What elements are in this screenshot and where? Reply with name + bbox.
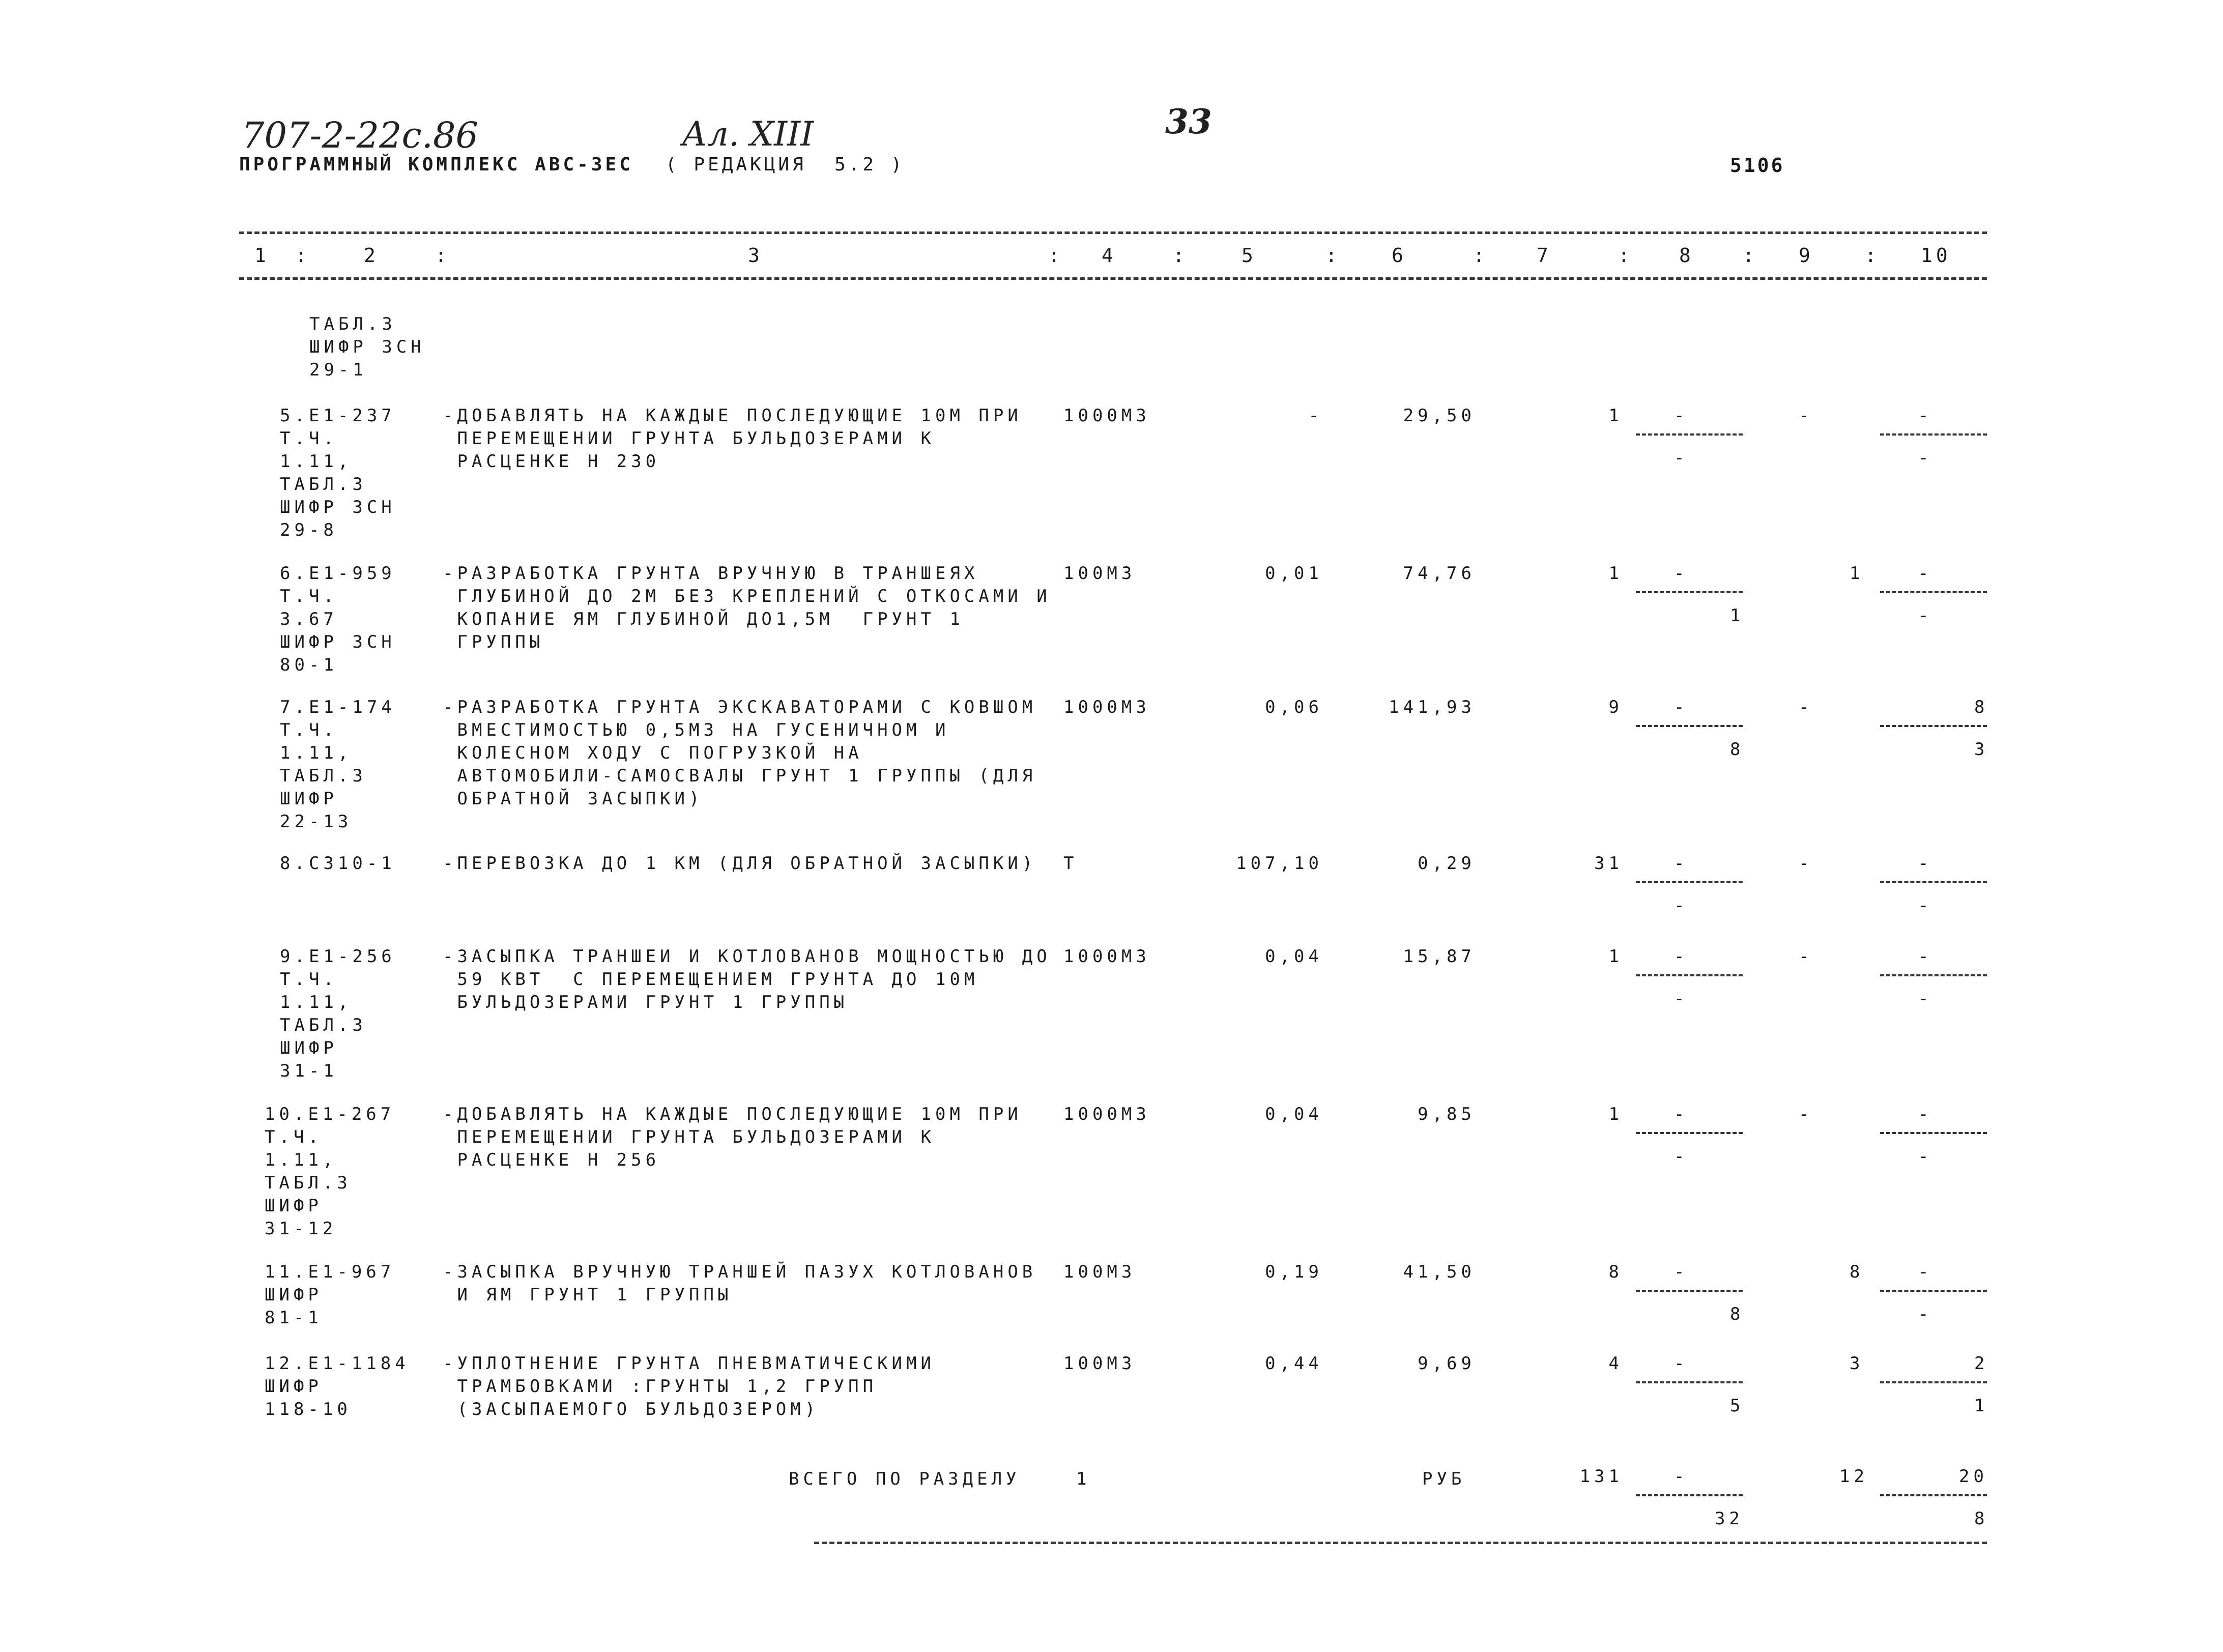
- fraction-rule: [1636, 591, 1743, 593]
- row-price: 29,50: [1403, 405, 1476, 426]
- row-col8-top: -: [1674, 946, 1689, 967]
- col-header-1: 1: [254, 244, 270, 267]
- handwritten-code: 707-2-22с.86: [242, 114, 479, 156]
- row-col10-bottom: -: [1918, 989, 1933, 1009]
- row-col9: 8: [1850, 1262, 1864, 1282]
- page-number: 33: [1165, 102, 1212, 141]
- row-unit: 1000М3: [1063, 697, 1150, 717]
- row-col7: 1: [1608, 405, 1623, 426]
- row-col10-top: -: [1918, 946, 1933, 967]
- row-col8-top: -: [1674, 1104, 1689, 1124]
- fraction-rule: [1880, 1381, 1987, 1383]
- fraction-rule: [1636, 433, 1743, 436]
- row-code: 8.С310-1: [280, 853, 396, 874]
- row-col10-bottom: -: [1918, 448, 1933, 468]
- row-code: 7.Е1-174 Т.Ч. 1.11, ТАБЛ.3 ШИФР 22-13: [280, 697, 396, 832]
- row-col10-top: -: [1918, 1262, 1933, 1282]
- fraction-rule: [1636, 725, 1743, 727]
- row-col9: -: [1799, 697, 1813, 717]
- col-header-10: 10: [1921, 244, 1951, 267]
- fraction-rule: [1880, 591, 1987, 593]
- row-col10-bottom: 3: [1974, 739, 1989, 760]
- row-unit: 100М3: [1063, 563, 1136, 584]
- total-label: ВСЕГО ПО РАЗДЕЛУ: [789, 1469, 1021, 1489]
- col-header-2: 2: [364, 244, 379, 267]
- row-quantity: 107,10: [1236, 853, 1323, 874]
- row-col10-top: -: [1918, 853, 1933, 874]
- row-code: 10.Е1-267 Т.Ч. 1.11, ТАБЛ.3 ШИФР 31-12: [265, 1104, 395, 1239]
- row-price: 74,76: [1403, 563, 1476, 584]
- total-col10-bottom: 8: [1974, 1509, 1989, 1529]
- row-price: 41,50: [1403, 1262, 1476, 1282]
- col-sep: :: [435, 244, 450, 267]
- col-sep: :: [1865, 244, 1880, 267]
- row-code: 5.Е1-237 Т.Ч. 1.11, ТАБЛ.3 ШИФР 3СН 29-8: [280, 405, 396, 540]
- row-col9: -: [1799, 405, 1813, 426]
- row-description: -РАЗРАБОТКА ГРУНТА ВРУЧНУЮ В ТРАНШЕЯХ ГЛУБИНОЙ ДО 2М БЕЗ КРЕПЛЕНИЙ С ОТКОСАМИ И КОПАНИЕ ЯМ ГЛУБИНОЙ ДО1,5М ГРУНТ 1 ГРУППЫ: [443, 563, 1051, 652]
- total-col9: 12: [1839, 1466, 1868, 1487]
- col-header-3: 3: [748, 244, 763, 267]
- row-col9: -: [1799, 853, 1813, 874]
- row-col7: 8: [1608, 1262, 1623, 1282]
- row-unit: 100М3: [1063, 1262, 1136, 1282]
- col-header-4: 4: [1102, 244, 1117, 267]
- row-col8-bottom: 1: [1730, 605, 1745, 626]
- total-col7: 131: [1579, 1466, 1623, 1487]
- row-col8-top: -: [1674, 405, 1689, 426]
- row-col10-bottom: -: [1918, 605, 1933, 626]
- doc-code: 5106: [1730, 154, 1785, 177]
- col-sep: :: [1618, 244, 1633, 267]
- fraction-rule: [1880, 1290, 1987, 1292]
- row-description: -ДОБАВЛЯТЬ НА КАЖДЫЕ ПОСЛЕДУЮЩИЕ 10М ПРИ ПЕРЕМЕЩЕНИИ ГРУНТА БУЛЬДОЗЕРАМИ К РАСЦЕНКЕ Н 256: [443, 1104, 1022, 1170]
- row-unit: 1000М3: [1063, 405, 1150, 426]
- row-unit: Т: [1063, 853, 1078, 874]
- row-quantity: 0,04: [1265, 1104, 1323, 1124]
- row-col8-bottom: 8: [1730, 1304, 1745, 1324]
- row-col8-bottom: 8: [1730, 739, 1745, 760]
- row-quantity: 0,19: [1265, 1262, 1323, 1282]
- row-col10-bottom: -: [1918, 1146, 1933, 1167]
- fraction-rule: [1880, 725, 1987, 727]
- col-sep: :: [1325, 244, 1341, 267]
- row-quantity: -: [1308, 405, 1323, 426]
- col-header-6: 6: [1392, 244, 1407, 267]
- fraction-rule: [1636, 974, 1743, 976]
- col-sep: :: [1173, 244, 1188, 267]
- row-quantity: 0,06: [1265, 697, 1323, 717]
- total-section-number: 1: [1076, 1469, 1091, 1489]
- row-col10-top: 8: [1974, 697, 1989, 717]
- fraction-rule: [1636, 881, 1743, 883]
- row-col8-bottom: -: [1674, 448, 1689, 468]
- col-sep: :: [1743, 244, 1758, 267]
- row-col10-bottom: -: [1918, 1304, 1933, 1324]
- row-description: -УПЛОТНЕНИЕ ГРУНТА ПНЕВМАТИЧЕСКИМИ ТРАМБОВКАМИ :ГРУНТЫ 1,2 ГРУПП (ЗАСЫПАЕМОГО БУЛЬДОЗЕРОМ): [443, 1353, 935, 1419]
- row-price: 0,29: [1418, 853, 1476, 874]
- row-description: -ЗАСЫПКА ТРАНШЕИ И КОТЛОВАНОВ МОЩНОСТЬЮ ДО 59 КВТ С ПЕРЕМЕЩЕНИЕМ ГРУНТА ДО 10М БУЛЬДОЗЕРАМИ ГРУНТ 1 ГРУППЫ: [443, 946, 1051, 1012]
- row-col8-top: -: [1674, 1262, 1689, 1282]
- col-sep: :: [1473, 244, 1488, 267]
- col-header-8: 8: [1679, 244, 1694, 267]
- row-code: 12.Е1-1184 ШИФР 118-10: [265, 1353, 410, 1419]
- row-col7: 9: [1608, 697, 1623, 717]
- row-unit: 1000М3: [1063, 1104, 1150, 1124]
- row-col9: 3: [1850, 1353, 1864, 1374]
- fraction-rule: [1880, 881, 1987, 883]
- row-col8-top: -: [1674, 697, 1689, 717]
- row-col8-top: -: [1674, 1353, 1689, 1374]
- row-col7: 1: [1608, 946, 1623, 967]
- fraction-rule: [1636, 1132, 1743, 1134]
- col-sep: :: [1048, 244, 1063, 267]
- row-code: 6.Е1-959 Т.Ч. 3.67 ШИФР 3СН 80-1: [280, 563, 396, 675]
- row-unit: 100М3: [1063, 1353, 1136, 1374]
- total-bottom-rule: [814, 1542, 1987, 1544]
- row-description: -ДОБАВЛЯТЬ НА КАЖДЫЕ ПОСЛЕДУЮЩИЕ 10М ПРИ ПЕРЕМЕЩЕНИИ ГРУНТА БУЛЬДОЗЕРАМИ К РАСЦЕНКЕ Н 230: [443, 405, 1022, 472]
- total-col10-top: 20: [1959, 1466, 1988, 1487]
- row-price: 15,87: [1403, 946, 1476, 967]
- row-col9: 1: [1850, 563, 1864, 584]
- col-sep: :: [295, 244, 310, 267]
- row-col7: 4: [1608, 1353, 1623, 1374]
- row-price: 141,93: [1389, 697, 1476, 717]
- row-col8-top: -: [1674, 853, 1689, 874]
- row-col10-bottom: -: [1918, 895, 1933, 916]
- carry-over-code: ТАБЛ.3 ШИФР 3СН 29-1: [309, 314, 425, 380]
- fraction-rule: [1636, 1381, 1743, 1383]
- row-quantity: 0,04: [1265, 946, 1323, 967]
- fraction-rule: [1880, 1132, 1987, 1134]
- row-col8-bottom: 5: [1730, 1396, 1745, 1416]
- edition-label: ( РЕДАКЦИЯ 5.2 ): [666, 154, 905, 175]
- fraction-rule: [1880, 433, 1987, 436]
- row-col7: 31: [1594, 853, 1623, 874]
- row-col8-bottom: -: [1674, 1146, 1689, 1167]
- fraction-rule: [1636, 1494, 1743, 1496]
- fraction-rule: [1880, 974, 1987, 976]
- col-header-9: 9: [1799, 244, 1814, 267]
- total-currency: РУБ: [1422, 1469, 1466, 1489]
- row-price: 9,69: [1418, 1353, 1476, 1374]
- row-description: -ЗАСЫПКА ВРУЧНУЮ ТРАНШЕЙ ПАЗУХ КОТЛОВАНОВ И ЯМ ГРУНТ 1 ГРУППЫ: [443, 1262, 1037, 1305]
- row-quantity: 0,44: [1265, 1353, 1323, 1374]
- row-col8-top: -: [1674, 563, 1689, 584]
- row-col7: 1: [1608, 563, 1623, 584]
- fraction-rule: [1880, 1494, 1987, 1496]
- row-description: -ПЕРЕВОЗКА ДО 1 КМ (ДЛЯ ОБРАТНОЙ ЗАСЫПКИ): [443, 853, 1037, 874]
- header-bottom-rule: [239, 277, 1987, 280]
- row-col8-bottom: -: [1674, 989, 1689, 1009]
- row-quantity: 0,01: [1265, 563, 1323, 584]
- row-col10-bottom: 1: [1974, 1396, 1989, 1416]
- handwritten-sheet: Ал. XIII: [682, 114, 814, 154]
- col-header-7: 7: [1537, 244, 1552, 267]
- row-col10-top: -: [1918, 563, 1933, 584]
- row-code: 11.Е1-967 ШИФР 81-1: [265, 1262, 395, 1328]
- row-unit: 1000М3: [1063, 946, 1150, 967]
- row-col10-top: -: [1918, 405, 1933, 426]
- fraction-rule: [1636, 1290, 1743, 1292]
- row-price: 9,85: [1418, 1104, 1476, 1124]
- row-col10-top: -: [1918, 1104, 1933, 1124]
- row-col7: 1: [1608, 1104, 1623, 1124]
- row-code: 9.Е1-256 Т.Ч. 1.11, ТАБЛ.3 ШИФР 31-1: [280, 946, 396, 1081]
- row-col9: -: [1799, 946, 1813, 967]
- total-col8-top: -: [1674, 1466, 1689, 1487]
- row-col8-bottom: -: [1674, 895, 1689, 916]
- col-header-5: 5: [1242, 244, 1257, 267]
- row-description: -РАЗРАБОТКА ГРУНТА ЭКСКАВАТОРАМИ С КОВШОМ ВМЕСТИМОСТЬЮ 0,5М3 НА ГУСЕНИЧНОМ И КОЛЕСНОМ ХОДУ С ПОГРУЗКОЙ НА АВТОМОБИЛИ-САМОСВАЛЫ ГРУНТ 1 ГРУППЫ (ДЛЯ ОБРАТНОЙ ЗАСЫПКИ): [443, 697, 1037, 809]
- row-col10-top: 2: [1974, 1353, 1989, 1374]
- total-col8-bottom: 32: [1715, 1509, 1744, 1529]
- program-title: ПРОГРАММНЫЙ КОМПЛЕКС АВС-3ЕС: [239, 154, 633, 175]
- row-col9: -: [1799, 1104, 1813, 1124]
- header-top-rule: [239, 231, 1987, 234]
